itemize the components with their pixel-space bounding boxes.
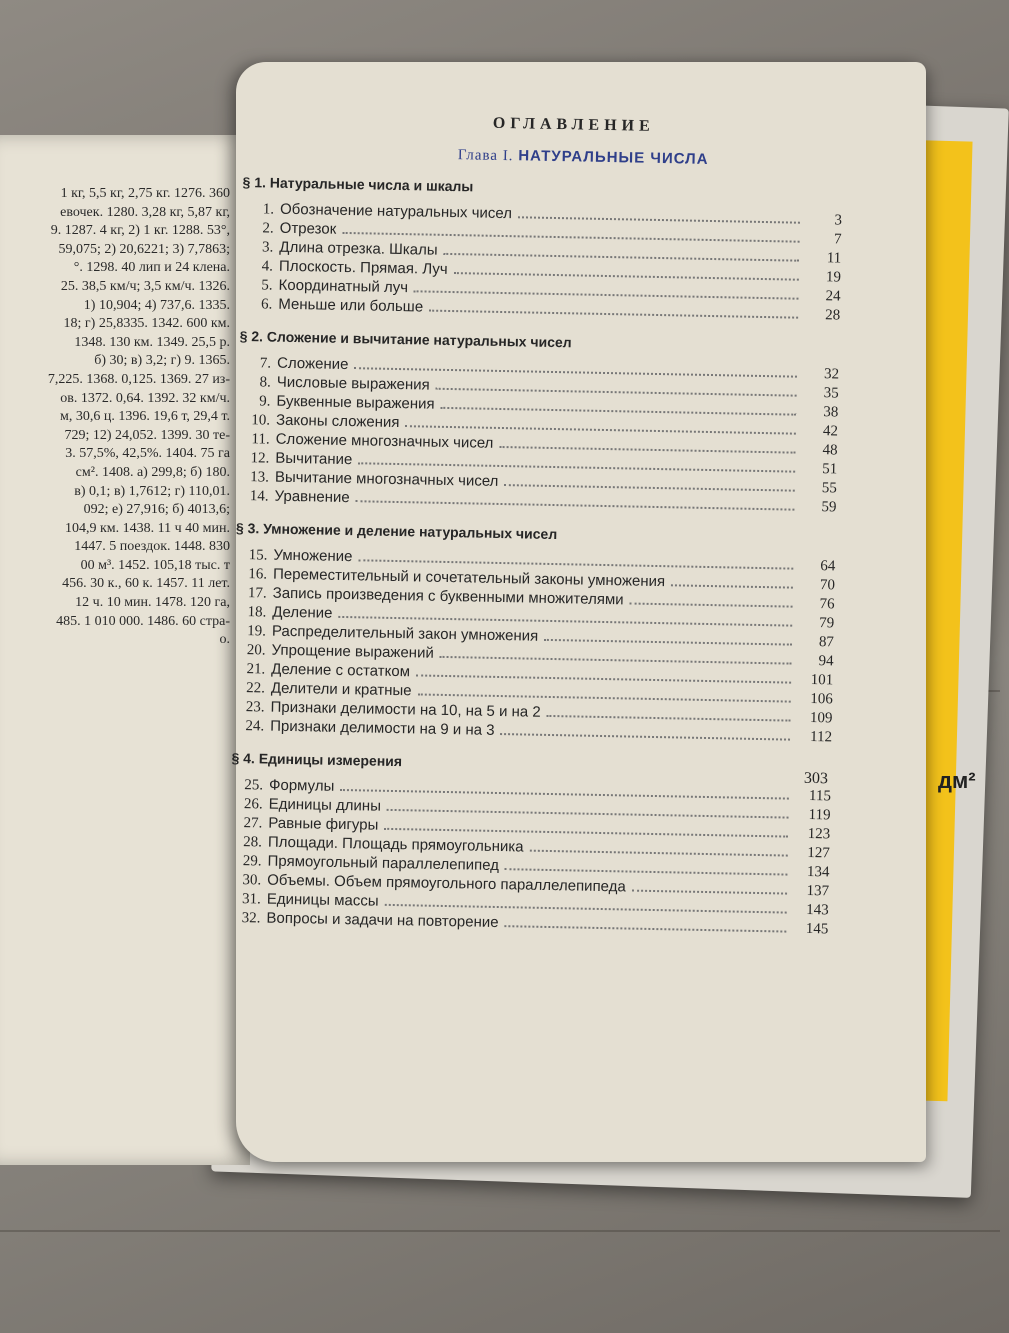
entry-page: 79 [819,615,835,632]
entry-number: 10. [251,412,271,429]
entry-number: 11. [251,431,270,448]
entry-page: 3 [834,212,843,229]
entry-number: 16. [248,566,268,583]
entry-page: 55 [821,480,837,497]
entry-label: Равные фигуры [268,814,379,834]
entry-number: 25. [244,777,264,794]
answer-line: о. [219,632,230,648]
answer-line: 3. 57,5%, 42,5%. 1404. 75 га [65,446,230,462]
answer-line: 485. 1 010 000. 1486. 60 стра- [56,613,230,629]
answer-line: 092; е) 27,916; б) 4013,6; [83,502,230,518]
entry-page: 145 [805,920,829,938]
entry-page: 119 [808,806,831,824]
entry-number: 7. [259,355,272,372]
entry-page: 35 [823,385,839,402]
chapter-name: НАТУРАЛЬНЫЕ ЧИСЛА [518,147,709,168]
entry-number: 31. [241,891,262,908]
answer-line: 456. 30 к., 60 к. 1457. 11 лет. [62,576,230,592]
dot-leader [440,407,796,416]
entry-page: 134 [806,863,830,881]
dot-leader [504,484,795,492]
entry-number: 20. [246,642,266,659]
entry-number: 2. [262,220,274,237]
section-title: § 2. Сложение и вычитание натуральных чисел [239,327,572,351]
dot-leader [405,425,795,434]
toc-sections [228,174,842,939]
entry-number: 24. [245,718,265,735]
dot-leader [440,656,792,665]
entry-number: 12. [250,450,270,467]
answer-line: 25. 38,5 км/ч; 3,5 км/ч. 1326. [60,278,230,294]
entry-number: 15. [248,547,268,564]
answer-line: евочек. 1280. 3,28 кг, 5,87 кг, [60,204,230,220]
entry-page: 48 [822,442,838,459]
answer-line: 59,075; 2) 20,6221; 3) 7,7863; [58,241,230,257]
entry-label: Переместительный и сочетательный законы умножения [272,565,666,591]
toc-heading: ОГЛАВЛЕНИЕ [492,114,655,135]
dot-leader [454,272,799,281]
chapter-prefix: Глава I. [457,147,514,165]
entry-label: Отрезок [279,219,337,238]
entry-label: Распределительный закон умножения [271,622,539,645]
cover-unit-text: дм² [938,768,976,793]
entry-page: 64 [820,558,836,575]
entry-number: 29. [242,853,262,870]
entry-label: Единицы длины [268,795,382,815]
dot-leader [505,868,788,875]
entry-page: 137 [806,882,830,900]
entry-label: Длина отрезка. Шкалы [279,238,438,259]
entry-page: 38 [823,404,839,421]
entry-number: 21. [246,661,266,678]
entry-page: 59 [821,499,837,516]
entry-label: Единицы массы [266,890,379,910]
entry-label: Умножение [273,546,353,566]
entry-label: Буквенные выражения [276,392,435,413]
answer-line: 1447. 5 поездок. 1448. 830 [74,539,230,555]
answer-line: 18; г) 25,8335. 1342. 600 км. [63,316,230,332]
dot-leader [500,733,790,741]
entry-page: 42 [822,423,839,440]
entry-label: Вычитание [275,449,353,469]
entry-number: 32. [241,910,261,927]
entry-label: Плоскость. Прямая. Луч [278,257,448,278]
entry-number: 26. [243,796,263,813]
entry-number: 18. [247,604,267,621]
entry-number: 4. [261,258,274,275]
dot-leader [632,890,787,895]
answer-line: 104,9 км. 1438. 11 ч 40 мин. [64,520,230,536]
entry-label: Числовые выражения [276,373,430,394]
dot-leader [630,602,793,607]
answer-line: 12 ч. 10 мин. 1478. 120 га, [75,595,230,611]
dot-leader [414,290,799,299]
entry-label: Уравнение [274,487,350,507]
entry-page: 112 [809,728,833,746]
entry-label: Сложение многозначных чисел [275,430,494,452]
answer-line: 1348. 130 км. 1349. 25,5 р. [74,334,230,350]
entry-label: Законы сложения [275,411,400,432]
entry-number: 14. [249,488,269,505]
entry-page: 7 [833,231,842,248]
entry-page: 106 [810,690,833,708]
dot-leader [671,584,793,588]
section-title: § 1. Натуральные числа и шкалы [242,173,474,195]
dot-leader [356,500,795,510]
entry-label: Прямоугольный параллелепипед [267,852,500,875]
entry-label: Площади. Площадь прямоугольника [267,833,524,856]
answer-line: м, 30,6 ц. 1396. 19,6 т, 29,4 т. [60,409,230,425]
dot-leader [505,925,787,932]
entry-label: Упрощение выражений [271,641,434,662]
entry-page: 24 [825,288,841,305]
entry-number: 9. [259,393,271,410]
entry-label: Сложение [276,354,349,374]
dot-leader [444,253,800,262]
dot-leader [518,216,800,223]
entry-label: Признаки делимости на 10, на 5 и на 2 [270,698,541,721]
entry-page: 28 [825,307,841,324]
answer-line: 9. 1287. 4 кг, 2) 1 кг. 1288. 53°, [50,223,230,239]
entry-number: 28. [243,834,263,851]
dot-leader [436,388,797,397]
entry-number: 1. [262,201,275,218]
page-number: 303 [803,769,829,788]
dot-leader [429,310,798,319]
entry-label: Вычитание многозначных чисел [274,468,499,490]
entry-page: 70 [819,577,836,594]
entry-label: Запись произведения с буквенными множителями [272,584,624,609]
entry-label: Формулы [268,776,335,795]
entry-page: 101 [810,671,834,689]
answer-line: 729; 12) 24,052. 1399. 30 те- [64,427,230,443]
entry-page: 11 [826,250,842,267]
entry-number: 30. [242,872,262,889]
entry-label: Объемы. Объем прямоугольного параллелепипеда [267,871,626,896]
answer-line: 7,225. 1368. 0,125. 1369. 27 из- [47,371,230,387]
answer-line: 1) 10,904; 4) 737,6. 1335. [83,297,230,313]
entry-label: Меньше или больше [278,295,424,316]
entry-page: 76 [819,596,835,613]
entry-label: Координатный луч [278,276,409,297]
entry-label: Признаки делимости на 9 и на 3 [270,717,495,739]
entry-number: 6. [260,296,273,313]
entry-page: 19 [825,269,842,286]
entry-page: 87 [818,634,835,651]
entry-label: Вопросы и задачи на повторение [266,909,499,932]
answer-line: ов. 1372. 0,64. 1392. 32 км/ч. [60,390,230,406]
dot-leader [418,693,791,702]
table-of-contents [228,110,844,939]
entry-number: 23. [245,699,265,716]
dot-leader [530,850,788,857]
entry-page: 143 [806,901,829,919]
dot-leader [416,674,791,683]
answer-line: 00 м³. 1452. 105,18 тыс. т [80,557,230,573]
dot-leader [499,446,795,454]
entry-number: 8. [259,374,271,391]
entry-number: 27. [243,815,263,832]
wood-grain-line [0,1230,1000,1232]
answer-line: см². 1408. а) 299,8; б) 180. [75,464,230,480]
entry-number: 19. [247,623,267,640]
chapter-title [323,144,843,172]
answer-line: °. 1298. 40 лип и 24 клена. [73,260,230,276]
answer-line: в) 0,1; в) 1,7612; г) 110,01. [74,483,230,499]
answer-line: 1 кг, 5,5 кг, 2,75 кг. 1276. 360 [60,186,230,201]
entry-page: 109 [809,709,833,727]
entry-number: 13. [250,469,270,486]
entry-number: 22. [245,680,266,697]
entry-label: Делители и кратные [270,679,412,700]
section-title: § 4. Единицы измерения [231,749,403,770]
entry-page: 32 [823,366,840,383]
dot-leader [547,715,791,722]
entry-page: 115 [808,787,832,805]
entry-number: 17. [247,585,267,602]
dot-leader [544,639,792,646]
entry-number: 3. [261,239,274,256]
entry-page: 51 [822,461,838,478]
answers-column [0,185,230,648]
entry-page: 94 [818,653,834,670]
answer-line: б) 30; в) 3,2; г) 9. 1365. [94,353,230,369]
entry-label: Деление с остатком [271,660,411,681]
entry-page: 123 [807,825,831,843]
entry-page: 127 [807,844,830,862]
entry-label: Обозначение натуральных чисел [279,200,513,223]
section-title: § 3. Умножение и деление натуральных чисел [235,519,558,543]
entry-label: Деление [272,603,333,622]
entry-number: 5. [261,277,273,294]
